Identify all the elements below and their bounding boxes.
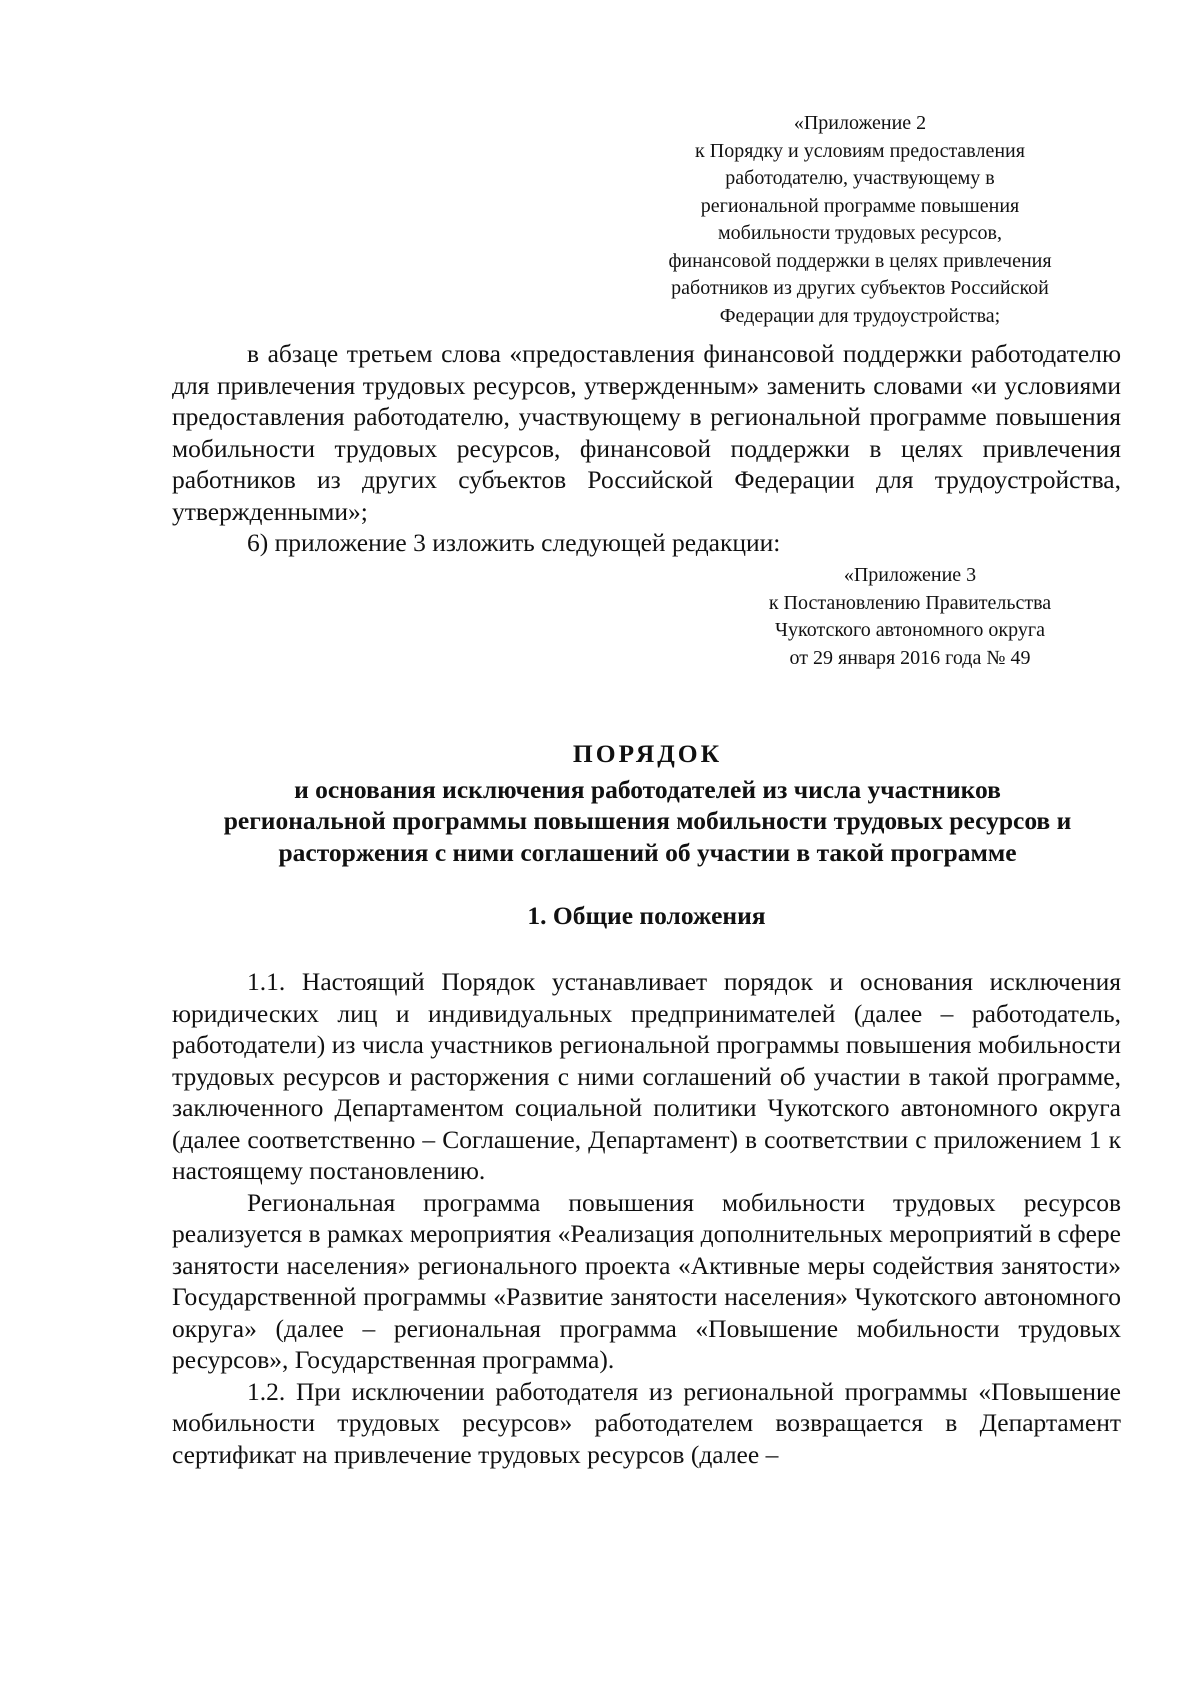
amendments-block xyxy=(172,338,1121,559)
annex-2-line: работодателю, участвующему в xyxy=(725,167,995,189)
document-subtitle-line: и основания исключения работодателей из числа участников xyxy=(294,774,1001,804)
annex-2-line: мобильности трудовых ресурсов, xyxy=(718,222,1002,244)
amendment-paragraph: в абзаце третьем слова «предоставления финансовой поддержки работодателю для привлечения трудовых ресурсов, утвержденным» заменить словами «и условиями предоставления работодателю, участвующему в региональной программе повышения мобильности трудовых ресурсов, финансовой поддержки в целях привлечения работников из других субъектов Российской Федерации для трудоустройства, утвержденными»; xyxy=(172,339,1121,526)
amendment-paragraph: 6) приложение 3 изложить следующей редакции: xyxy=(247,528,781,557)
annex-2-line: финансовой поддержки в целях привлечения xyxy=(668,249,1052,272)
section-body xyxy=(172,966,1121,1470)
body-paragraph: Региональная программа повышения мобильности трудовых ресурсов реализуется в рамках мероприятия «Реализация дополнительных мероприятий в сфере занятости населения» регионального проекта «Активные меры содействия занятости» Государственной программы «Развитие занятости населения» Чукотского автономного округа» (далее – региональная программа «Повышение мобильности трудовых ресурсов», Государственная программа). xyxy=(172,1187,1121,1374)
annex-3-line: «Приложение 3 xyxy=(843,564,977,586)
document-subtitle-line: региональной программы повышения мобильности трудовых ресурсов и xyxy=(223,806,1072,835)
annex-2-line: «Приложение 2 xyxy=(793,112,927,134)
document-title-main: ПОРЯДОК xyxy=(572,739,723,768)
annex-3-line: от 29 января 2016 года № 49 xyxy=(789,646,1031,669)
annex-3-header xyxy=(700,562,1120,672)
document-title xyxy=(140,738,1155,868)
section-heading: 1. Общие положения xyxy=(527,901,766,930)
annex-2-line: региональной программе повышения xyxy=(700,194,1020,217)
annex-2-line: к Порядку и условиям предоставления xyxy=(695,139,1025,162)
body-paragraph: 1.2. При исключении работодателя из региональной программы «Повышение мобильности трудовых ресурсов» работодателем возвращается в Департамент сертификат на привлечение трудовых ресурсов (далее – xyxy=(172,1376,1121,1469)
document-subtitle-line: расторжения с ними соглашений об участии в такой программе xyxy=(278,837,1017,867)
annex-2-line: работников из других субъектов Российской xyxy=(671,277,1049,299)
annex-2-line: Федерации для трудоустройства; xyxy=(719,304,1001,327)
annex-3-line: Чукотского автономного округа xyxy=(775,619,1045,641)
annex-3-line: к Постановлению Правительства xyxy=(768,591,1052,614)
annex-2-header xyxy=(600,110,1120,330)
body-paragraph: 1.1. Настоящий Порядок устанавливает порядок и основания исключения юридических лиц и индивидуальных предпринимателей (далее – работодатель, работодатели) из числа участников региональной программы повышения мобильности трудовых ресурсов и расторжения с ними соглашений об участии в такой программе, заключенного Департаментом социальной политики Чукотского автономного округа (далее соответственно – Соглашение, Департамент) в соответствии с приложением 1 к настоящему постановлению. xyxy=(172,967,1121,1185)
